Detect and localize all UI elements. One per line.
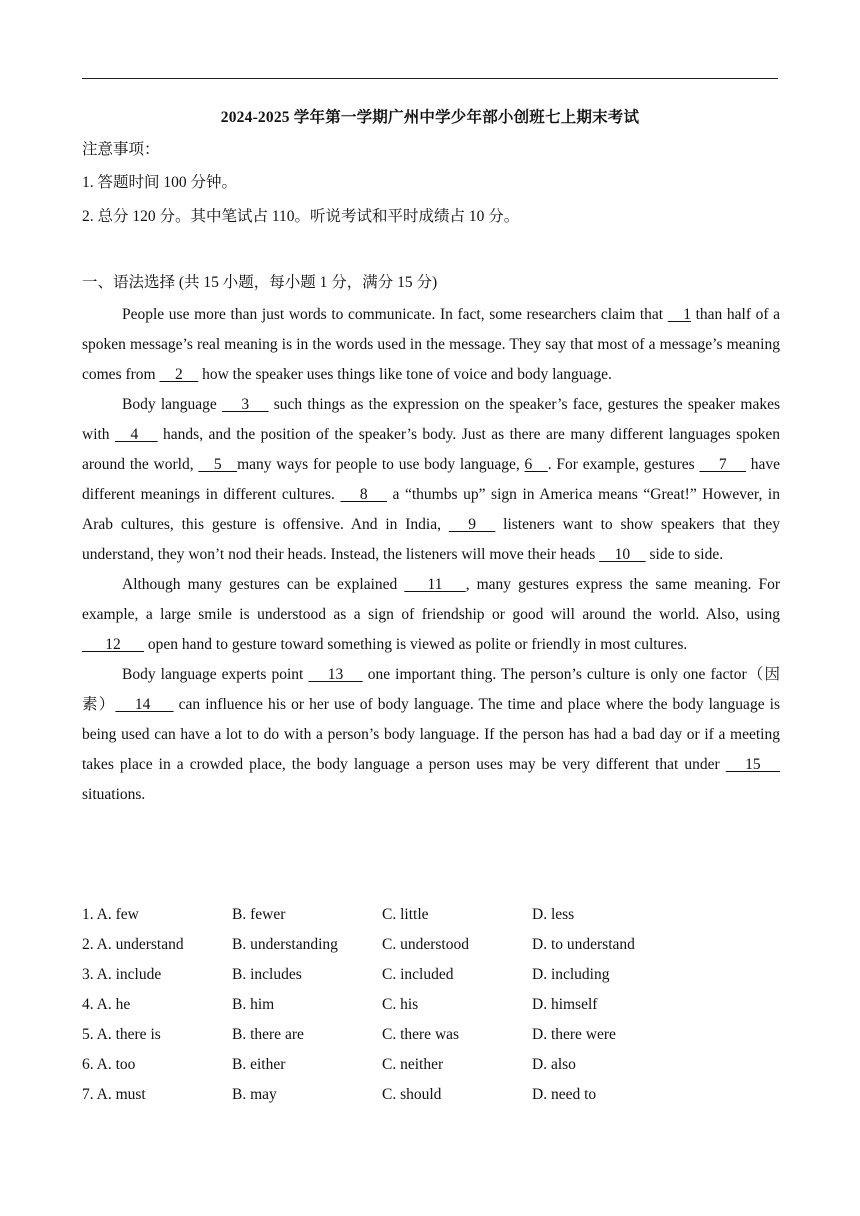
option-choice: B. includes — [232, 966, 302, 983]
answer-blank: 8 — [340, 486, 387, 503]
answer-blank: 3 — [222, 396, 269, 413]
answer-blank: 6 — [524, 456, 548, 473]
answer-blank: 10 — [599, 546, 646, 563]
answer-blank: 7 — [699, 456, 746, 473]
option-choice: B. there are — [232, 1026, 304, 1043]
note-item: 2. 总分 120 分。其中笔试占 110。听说考试和平时成绩占 10 分。 — [82, 208, 520, 225]
option-choice: 5. A. there is — [82, 1026, 161, 1043]
option-row — [82, 932, 780, 962]
answer-blank: 11 — [404, 576, 466, 593]
answer-blank: 2 — [159, 366, 199, 383]
option-choice: B. either — [232, 1056, 286, 1073]
header-rule — [82, 78, 778, 79]
option-choice: D. there were — [532, 1026, 616, 1043]
section-title: 一、语法选择 (共 15 小题，每小题 1 分，满分 15 分) — [82, 274, 438, 291]
notes-heading: 注意事项： — [82, 141, 160, 158]
options-list — [82, 902, 780, 1112]
passage-paragraph: Body language 3 such things as the expression on the speaker’s face, gestures the speaker makes with 4 hands, and the position of the speaker’s body. Just as there are many different languages spoken around the world, 5 many ways for people to use body language, 6 . For example, gestures 7 have different meanings in different cultures. 8 a “thumbs up” sign in America means “Great!” However, in Arab cultures, this gesture is offensive. And in India, 9 listeners want to show speakers that they understand, they won’t nod their heads. Instead, the listeners will move their heads 10 side to side. — [82, 390, 780, 570]
answer-blank: 13 — [308, 666, 363, 683]
option-choice: D. need to — [532, 1086, 597, 1103]
answer-blank: 12 — [82, 636, 144, 653]
option-choice: 4. A. he — [82, 996, 131, 1013]
option-row — [82, 1052, 780, 1082]
option-choice: 7. A. must — [82, 1086, 146, 1103]
passage-paragraph: Body language experts point 13 one important thing. The person’s culture is only one factor（因素） 14 can influence his or her use of body language. The time and place where the body language is being used can have a lot to do with a person’s body language. If the person has had a bad day or if a meeting takes place in a crowded place, the body language a person uses may be very different that under 15 situations. — [82, 660, 780, 810]
option-choice: D. including — [532, 966, 610, 983]
option-choice: C. understood — [382, 936, 469, 953]
option-row — [82, 992, 780, 1022]
option-row — [82, 902, 780, 932]
option-choice: 3. A. include — [82, 966, 162, 983]
option-choice: D. less — [532, 906, 575, 923]
option-row — [82, 962, 780, 992]
answer-blank: 14 — [115, 696, 174, 713]
option-choice: D. to understand — [532, 936, 635, 953]
answer-blank: 9 — [448, 516, 496, 533]
option-choice: C. neither — [382, 1056, 444, 1073]
answer-blank: 15 — [725, 756, 780, 773]
option-choice: B. him — [232, 996, 275, 1013]
option-choice: 2. A. understand — [82, 936, 184, 953]
option-choice: D. also — [532, 1056, 576, 1073]
passage-paragraph: Although many gestures can be explained 11 , many gestures express the same meaning. For example, a large smile is understood as a sign of friendship or good will around the world. Also, using 12 open hand to gesture toward something is viewed as polite or friendly in most cultures. — [82, 570, 780, 660]
option-choice: 1. A. few — [82, 906, 139, 923]
option-choice: 6. A. too — [82, 1056, 136, 1073]
option-row — [82, 1082, 780, 1112]
option-choice: B. understanding — [232, 936, 338, 953]
note-item: 1. 答题时间 100 分钟。 — [82, 174, 238, 191]
answer-blank: 5 — [198, 456, 238, 473]
option-choice: C. little — [382, 906, 429, 923]
exam-title: 2024-2025 学年第一学期广州中学少年部小创班七上期末考试 — [220, 109, 640, 126]
option-choice: B. fewer — [232, 906, 286, 923]
option-choice: C. included — [382, 966, 454, 983]
answer-blank: 4 — [114, 426, 158, 443]
option-choice: C. should — [382, 1086, 442, 1103]
option-choice: D. himself — [532, 996, 598, 1013]
option-choice: B. may — [232, 1086, 277, 1103]
passage-paragraph: People use more than just words to communicate. In fact, some researchers claim that 1 than half of a spoken message’s real meaning is in the words used in the message. They say that most of a message’s meaning comes from 2 how the speaker uses things like tone of voice and body language. — [82, 300, 780, 390]
option-choice: C. there was — [382, 1026, 460, 1043]
cloze-passage — [82, 300, 780, 810]
option-choice: C. his — [382, 996, 419, 1013]
option-row — [82, 1022, 780, 1052]
answer-blank: 1 — [667, 306, 691, 323]
